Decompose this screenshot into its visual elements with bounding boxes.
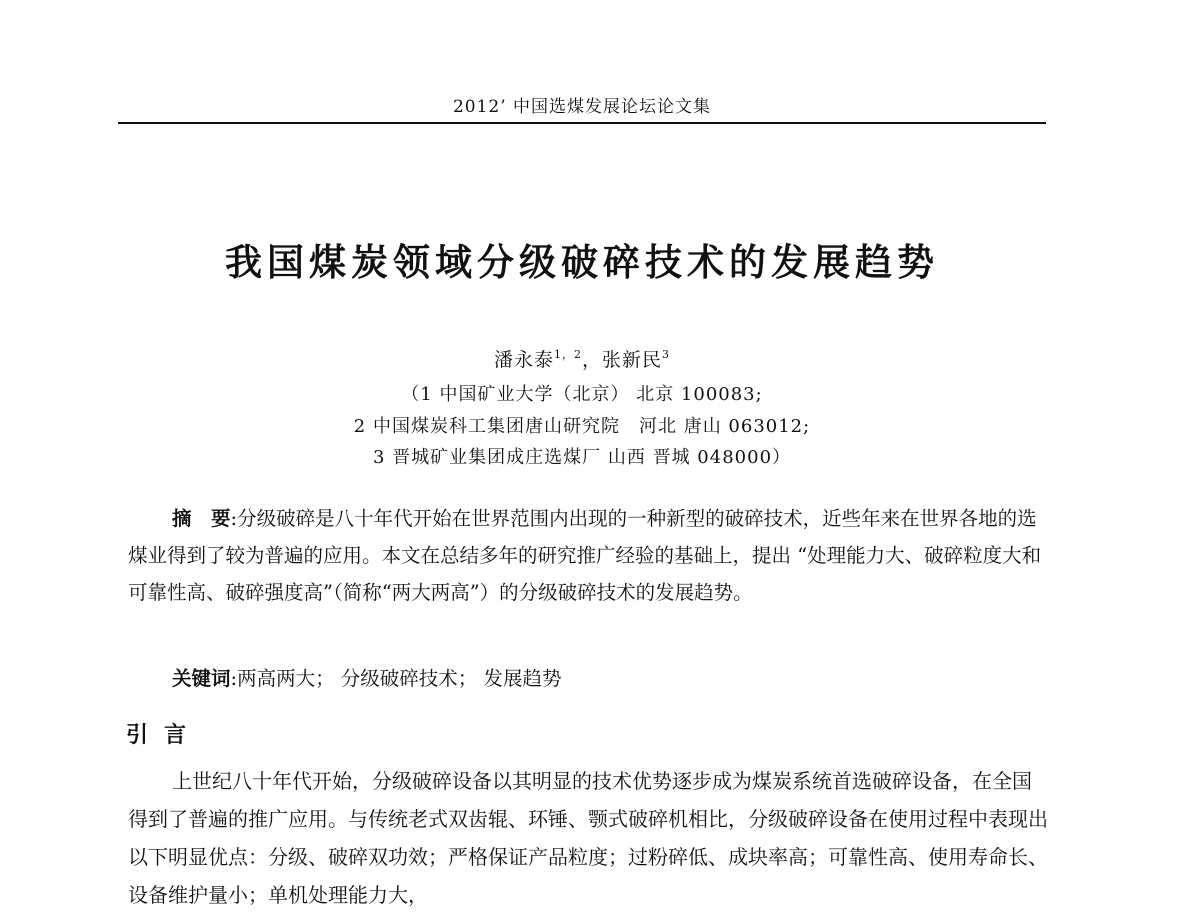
keywords bbox=[128, 660, 1092, 697]
author-separator: ， bbox=[581, 349, 602, 371]
affiliation-line: 2 中国煤炭科工集团唐山研究院 河北 唐山 063012; bbox=[353, 416, 811, 437]
author-affiliation-mark: 3 bbox=[662, 348, 671, 361]
abstract bbox=[128, 500, 1048, 611]
keywords-text: :两高两大； 分级破碎技术； 发展趋势 bbox=[230, 667, 562, 690]
keywords-label: 关键词 bbox=[172, 667, 231, 690]
abstract-label: 摘 要 bbox=[172, 507, 231, 530]
author-name: 张新民 bbox=[602, 349, 663, 371]
affiliation-line: （1 中国矿业大学（北京） 北京 100083; bbox=[401, 384, 763, 405]
section-heading: 引言 bbox=[126, 723, 203, 748]
header-rule bbox=[118, 122, 1046, 124]
body-paragraph: 上世纪八十年代开始，分级破碎设备以其明显的技术优势逐步成为煤炭系统首选破碎设备，在全国得到了普遍的推广应用。与传统老式双齿辊、环锤、颚式破碎机相比，分级破碎设备在使用过程中表现出以下明显优点：分级、破碎双功效；严格保证产品粒度；过粉碎低、成块率高；可靠性高、使用寿命长、设备维护量小；单机处理能力大， bbox=[128, 769, 1048, 907]
author-line bbox=[118, 345, 1046, 372]
abstract-text: :分级破碎是八十年代开始在世界范围内出现的一种新型的破碎技术，近些年来在世界各地的选煤业得到了较为普遍的应用。本文在总结多年的研究推广经验的基础上，提出 “处理能力大、破碎粒度大和可靠性高、破碎强度高”（简称“两大两高”）的分级破碎技术的发展趋势。 bbox=[128, 507, 1042, 604]
running-head: 2012’ 中国选煤发展论坛论文集 bbox=[452, 97, 712, 117]
author-affiliation-mark: 1，2 bbox=[553, 348, 582, 361]
affiliation-line: 3 晋城矿业集团成庄选煤厂 山西 晋城 048000） bbox=[372, 447, 792, 468]
paper-title: 我国煤炭领域分级破碎技术的发展趋势 bbox=[225, 240, 939, 284]
author-name: 潘永泰 bbox=[493, 349, 554, 371]
